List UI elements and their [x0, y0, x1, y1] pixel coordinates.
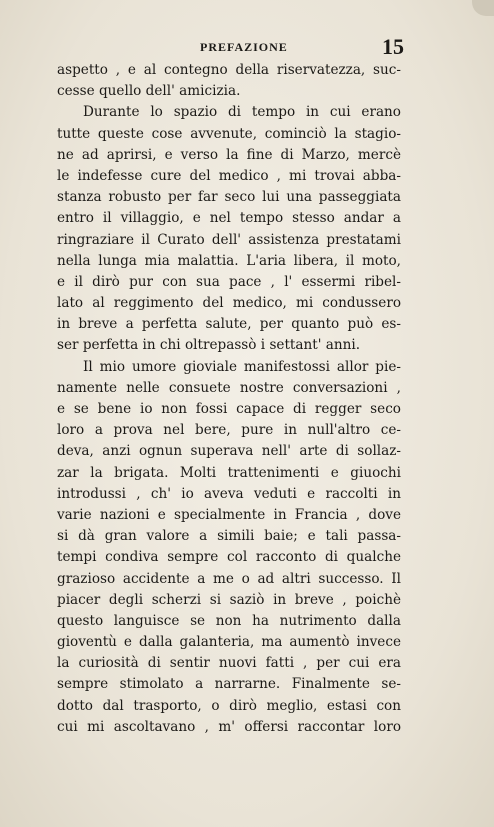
body-text — [57, 60, 401, 738]
text-line: le indefesse cure del medico , mi trovai abba- — [57, 167, 401, 184]
text-line: nella lunga mia malattia. L'aria libera, il moto, — [57, 252, 401, 269]
text-line: zar la brigata. Molti trattenimenti e giuochi — [57, 464, 401, 481]
text-line: dotto dal trasporto, o dirò meglio, estasi con — [57, 697, 401, 714]
text-line: gioventù e dalla galanteria, ma aumentò invece — [57, 634, 401, 651]
running-head: PREFAZIONE — [200, 40, 288, 54]
text-line: tutte queste cose avvenute, cominciò la stagio- — [57, 125, 401, 142]
text-line: entro il villaggio, e nel tempo stesso andar a — [57, 210, 401, 227]
text-line: la curiosità di sentir nuovi fatti , per cui era — [57, 655, 401, 672]
page-corner-shadow — [472, 0, 494, 16]
text-line: ne ad aprirsi, e verso la fine di Marzo, mercè — [57, 146, 401, 163]
text-line: ser perfetta in chi oltrepassò i settant' anni. — [57, 337, 361, 354]
text-line: sempre stimolato a narrarne. Finalmente se- — [57, 676, 401, 693]
text-line: Durante lo spazio di tempo in cui erano — [83, 104, 401, 121]
text-line: in breve a perfetta salute, per quanto può es- — [57, 316, 401, 333]
text-line: cesse quello dell' amicizia. — [57, 83, 241, 100]
text-line: Il mio umore gioviale manifestossi allor pie- — [83, 358, 401, 375]
text-line: cui mi ascoltavano , m' offersi raccontar loro — [57, 718, 401, 735]
text-line: stanza robusto per far seco lui una passeggiata — [57, 189, 401, 206]
text-line: e se bene io non fossi capace di regger seco — [57, 401, 401, 417]
text-line: introdussi , ch' io aveva veduti e raccolti in — [57, 485, 401, 502]
text-line: si dà gran valore a simili baie; e tali passa- — [57, 528, 401, 545]
text-line: deva, anzi ognun superava nell' arte di sollaz- — [57, 443, 401, 460]
text-line: lato al reggimento del medico, mi condussero — [57, 295, 401, 312]
text-line: namente nelle consuete nostre conversazioni , — [57, 379, 401, 396]
text-line: loro a prova nel bere, pure in null'altro ce- — [57, 422, 401, 439]
text-line: aspetto , e al contegno della riservatezza, suc- — [57, 62, 401, 78]
text-line: e il dirò pur con sua pace , l' essermi ribel- — [57, 273, 401, 290]
text-line: grazioso accidente a me o ad altri successo. Il — [57, 570, 401, 587]
text-line: ringraziare il Curato dell' assistenza prestatami — [57, 231, 401, 248]
text-line: questo languisce se non ha nutrimento dalla — [57, 612, 401, 629]
text-line: varie nazioni e specialmente in Francia , dove — [57, 506, 401, 523]
text-line: piacer degli scherzi si saziò in breve , poichè — [57, 591, 401, 608]
text-line: tempi condiva sempre col racconto di qualche — [57, 549, 401, 566]
page-number: 15 — [382, 34, 404, 59]
